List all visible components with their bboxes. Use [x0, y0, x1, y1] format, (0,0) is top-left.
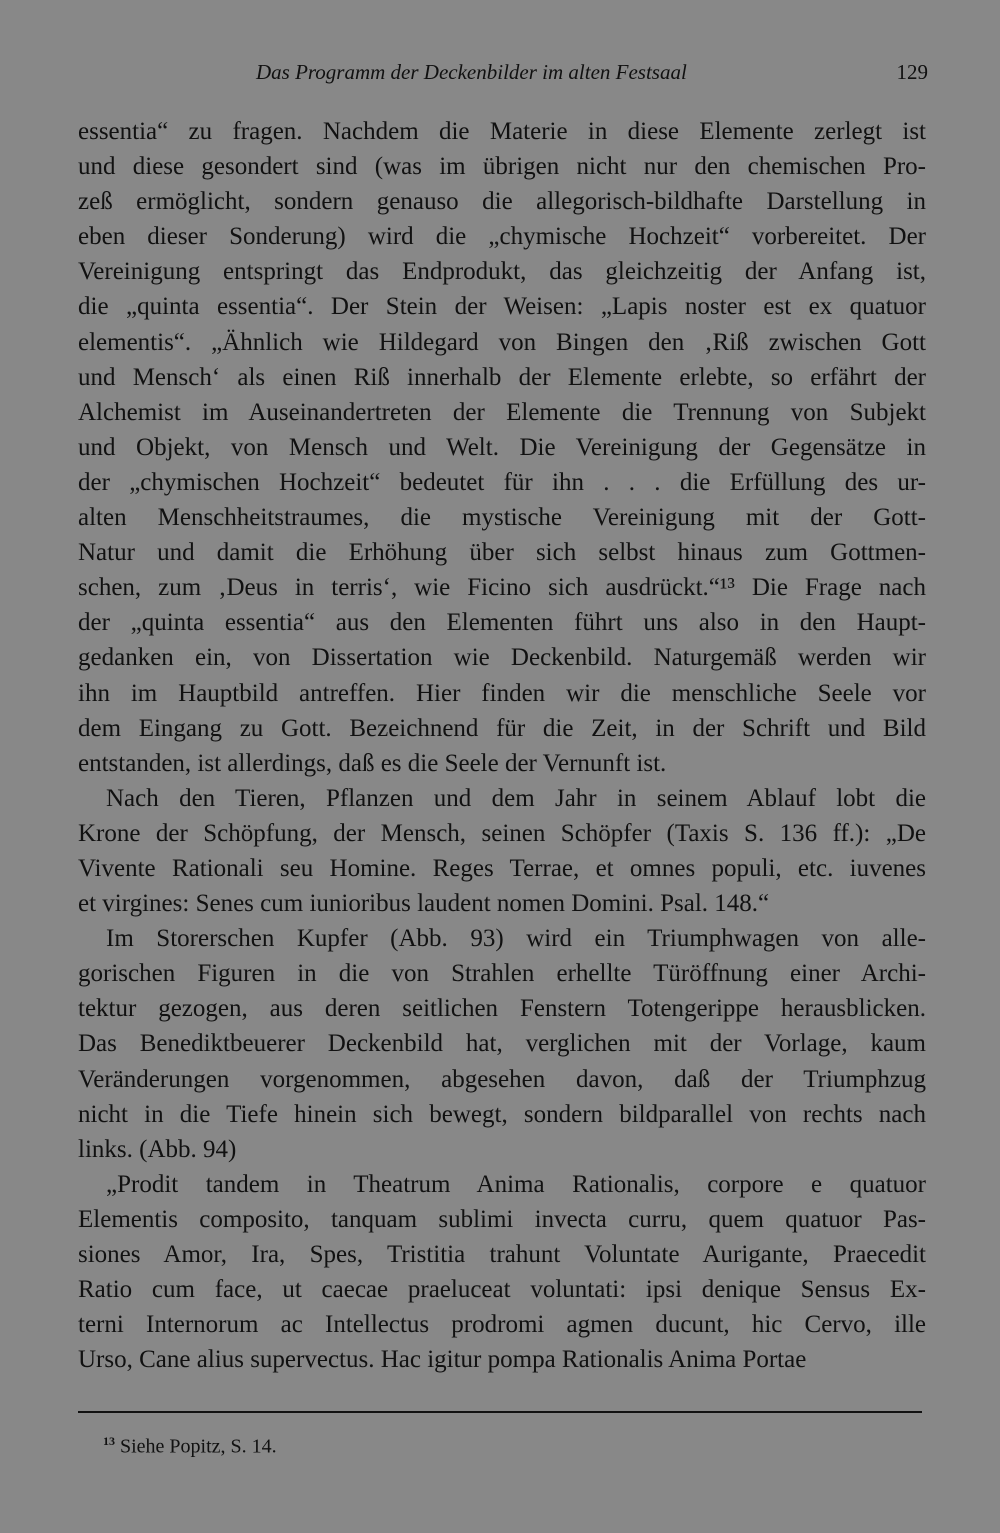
- page-number: 129: [896, 60, 928, 84]
- text-line: zeß ermöglicht, sondern genauso die allegorisch-bildhafte Darstellung in: [78, 188, 926, 216]
- text-line: schen, zum ‚Deus in terris‘, wie Ficino sich ausdrückt.“¹³ Die Frage nach: [78, 574, 926, 602]
- body-text: [78, 114, 926, 1377]
- running-title: Das Programm der Deckenbilder im alten Festsaal: [256, 60, 687, 84]
- text-line: Vereinigung entspringt das Endprodukt, das gleichzeitig der Anfang ist,: [78, 258, 926, 286]
- text-line: eben dieser Sonderung) wird die „chymische Hochzeit“ vorbereitet. Der: [78, 223, 926, 251]
- page-header: [78, 58, 928, 90]
- text-line: alten Menschheitstraumes, die mystische Vereinigung mit der Gott-: [78, 504, 926, 532]
- text-line: und Objekt, von Mensch und Welt. Die Vereinigung der Gegensätze in: [78, 433, 926, 461]
- text-line: tektur gezogen, aus deren seitlichen Fenstern Totengerippe herausblicken.: [78, 995, 926, 1023]
- text-line: entstanden, ist allerdings, daß es die Seele der Vernunft ist.: [78, 749, 667, 777]
- text-line: et virgines: Senes cum iunioribus laudent nomen Domini. Psal. 148.“: [78, 890, 770, 918]
- text-line: Im Storerschen Kupfer (Abb. 93) wird ein Triumphwagen von alle-: [106, 925, 926, 953]
- text-line: der „quinta essentia“ aus den Elementen führt uns also in den Haupt-: [78, 609, 926, 637]
- text-line: elementis“. „Ähnlich wie Hildegard von Bingen den ‚Riß zwischen Gott: [78, 328, 926, 356]
- text-line: und Mensch‘ als einen Riß innerhalb der Elemente erlebte, so erfährt der: [78, 363, 926, 391]
- text-line: ihn im Hauptbild antreffen. Hier finden wir die menschliche Seele vor: [78, 679, 926, 707]
- text-line: der „chymischen Hochzeit“ bedeutet für ihn . . . die Erfüllung des ur-: [78, 468, 926, 496]
- footnote-text: Siehe Popitz, S. 14.: [120, 1435, 277, 1458]
- footnote-marker: 13: [103, 1434, 115, 1448]
- text-line: Krone der Schöpfung, der Mensch, seinen Schöpfer (Taxis S. 136 ff.): „De: [78, 819, 926, 847]
- text-line: Nach den Tieren, Pflanzen und dem Jahr in seinem Ablauf lobt die: [106, 784, 926, 812]
- text-line: Elementis composito, tanquam sublimi invecta curru, quem quatuor Pas-: [78, 1205, 926, 1233]
- text-line: Alchemist im Auseinandertreten der Elemente die Trennung von Subjekt: [78, 398, 926, 426]
- text-line: essentia“ zu fragen. Nachdem die Materie in diese Elemente zerlegt ist: [78, 118, 926, 145]
- text-line: gedanken ein, von Dissertation wie Deckenbild. Naturgemäß werden wir: [78, 644, 926, 672]
- text-line: Das Benediktbeuerer Deckenbild hat, verglichen mit der Vorlage, kaum: [78, 1030, 926, 1058]
- text-line: „Prodit tandem in Theatrum Anima Rationalis, corpore e quatuor: [106, 1170, 926, 1198]
- text-line: Urso, Cane alius supervectus. Hac igitur pompa Rationalis Anima Portae: [78, 1346, 807, 1374]
- text-line: nicht in die Tiefe hinein sich bewegt, sondern bildparallel von rechts nach: [78, 1100, 926, 1128]
- text-line: Veränderungen vorgenommen, abgesehen davon, daß der Triumphzug: [78, 1065, 926, 1093]
- text-line: dem Eingang zu Gott. Bezeichnend für die Zeit, in der Schrift und Bild: [78, 714, 926, 742]
- text-line: Ratio cum face, ut caecae praeluceat voluntati: ipsi denique Sensus Ex-: [78, 1276, 926, 1304]
- text-line: und diese gesondert sind (was im übrigen nicht nur den chemischen Pro-: [78, 153, 926, 181]
- footnote: [103, 1434, 277, 1459]
- text-line: terni Internorum ac Intellectus prodromi agmen ducunt, hic Cervo, ille: [78, 1311, 926, 1339]
- text-line: Vivente Rationali seu Homine. Reges Terrae, et omnes populi, etc. iuvenes: [78, 854, 926, 882]
- text-line: siones Amor, Ira, Spes, Tristitia trahunt Voluntate Aurigante, Praecedit: [78, 1241, 926, 1268]
- footnote-rule: [78, 1411, 922, 1413]
- text-line: links. (Abb. 94): [78, 1135, 237, 1163]
- text-line: die „quinta essentia“. Der Stein der Weisen: „Lapis noster est ex quatuor: [78, 293, 926, 321]
- text-line: Natur und damit die Erhöhung über sich selbst hinaus zum Gottmen-: [78, 539, 926, 567]
- text-line: gorischen Figuren in die von Strahlen erhellte Türöffnung einer Archi-: [78, 960, 926, 988]
